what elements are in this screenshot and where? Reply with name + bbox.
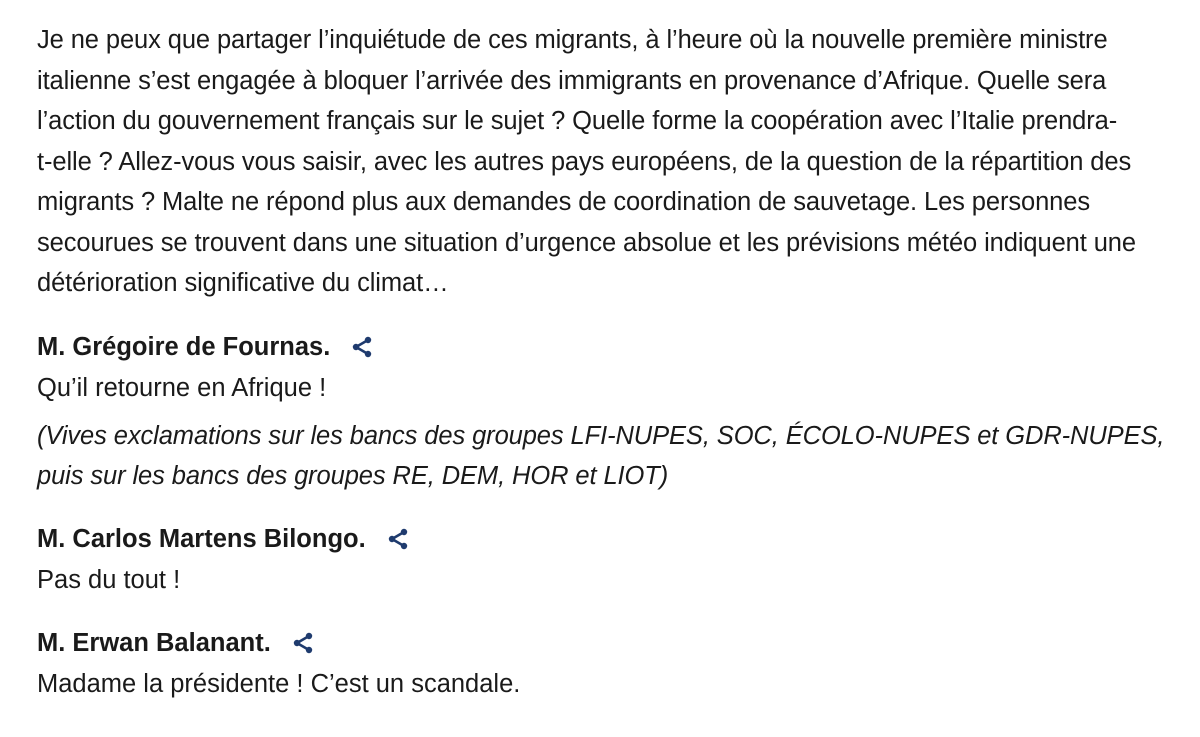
speaker-row xyxy=(37,518,1172,560)
stage-direction xyxy=(37,416,1172,496)
speaker-name: M. Carlos Martens Bilongo. xyxy=(37,524,366,553)
intervention xyxy=(37,518,1172,600)
speech-text: Madame la présidente ! C’est un scandale. xyxy=(37,669,521,698)
speaker-row xyxy=(37,622,1172,664)
intro-paragraph xyxy=(37,20,1172,304)
intro-line: détérioration significative du climat… xyxy=(37,269,449,297)
speech-text: Qu’il retourne en Afrique ! xyxy=(37,373,327,402)
intervention xyxy=(37,326,1172,496)
speaker-name: M. Erwan Balanant. xyxy=(37,628,271,657)
intro-line: Je ne peux que partager l’inquiétude de ces migrants, à l’heure où la nouvelle première ministre xyxy=(37,26,1108,54)
intro-line: t-elle ? Allez-vous vous saisir, avec les autres pays européens, de la question de la répartition des xyxy=(37,147,1132,176)
share-icon[interactable] xyxy=(384,525,412,553)
stage-direction-line: (Vives exclamations sur les bancs des groupes LFI-NUPES, SOC, ÉCOLO-NUPES et GDR-NUPES, xyxy=(37,421,1165,450)
intro-line: italienne s’est engagée à bloquer l’arrivée des immigrants en provenance d’Afrique. Quelle sera xyxy=(37,66,1107,95)
speech-text: Pas du tout ! xyxy=(37,565,181,594)
speaker-name: M. Grégoire de Fournas. xyxy=(37,332,331,361)
speaker-row xyxy=(37,326,1172,368)
share-icon[interactable] xyxy=(289,629,317,657)
share-icon[interactable] xyxy=(348,333,376,361)
intro-line: secourues se trouvent dans une situation d’urgence absolue et les prévisions météo indiquent une xyxy=(37,228,1136,257)
stage-direction-line: puis sur les bancs des groupes RE, DEM, HOR et LIOT) xyxy=(37,461,669,490)
intro-line: l’action du gouvernement français sur le sujet ? Quelle forme la coopération avec l’Italie prendra- xyxy=(37,107,1118,135)
intro-line: migrants ? Malte ne répond plus aux demandes de coordination de sauvetage. Les personnes xyxy=(37,188,1090,216)
transcript xyxy=(37,20,1172,704)
intervention xyxy=(37,622,1172,704)
